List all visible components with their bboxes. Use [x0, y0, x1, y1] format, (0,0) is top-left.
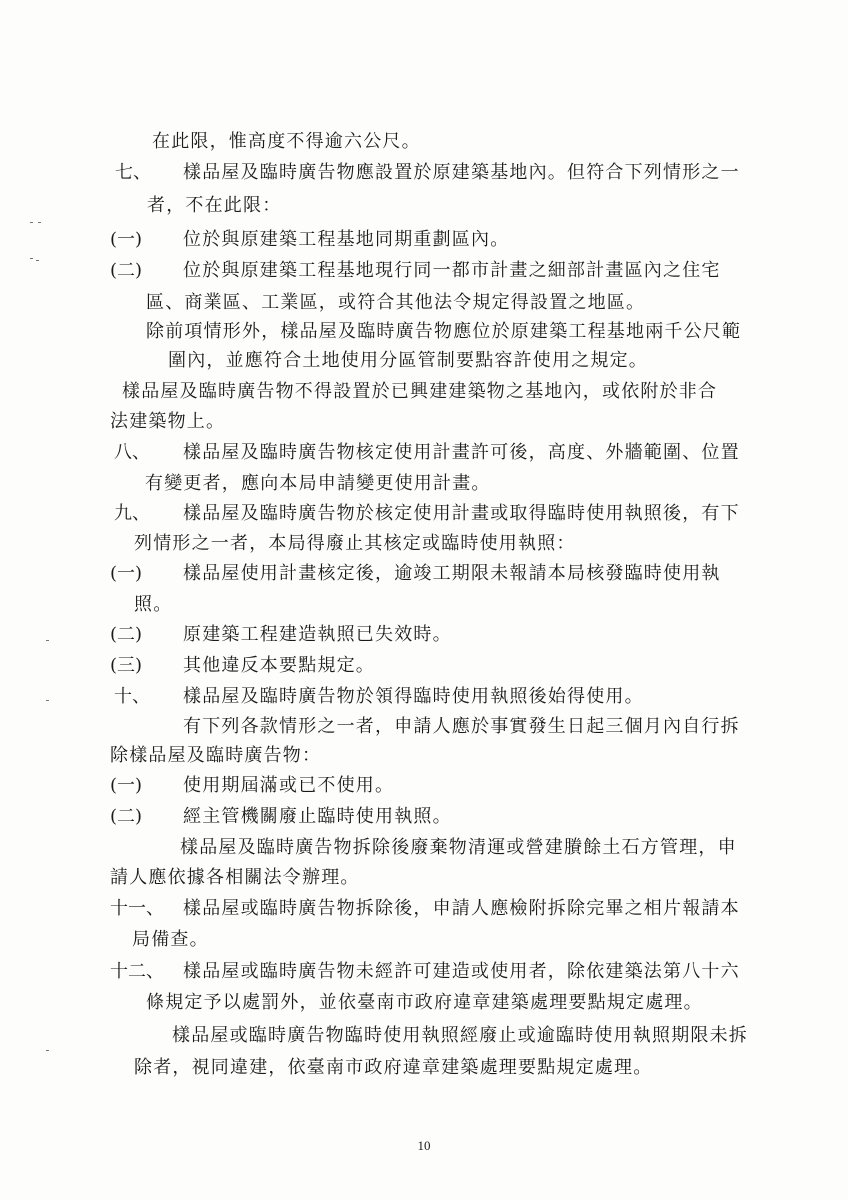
text-line: 樣品屋及臨時廣告物應設置於原建築基地內。但符合下列情形之一: [183, 162, 740, 183]
text-line: 除前項情形外，樣品屋及臨時廣告物應位於原建築工程基地兩千公尺範: [146, 321, 742, 342]
scan-speck: [38, 222, 41, 223]
text-line: 照。: [134, 594, 173, 615]
scan-speck: [30, 258, 33, 259]
article-number: 十二、: [110, 961, 164, 982]
page-number: 10: [417, 1138, 431, 1153]
item-number: (二): [110, 806, 143, 827]
item-number: (一): [110, 563, 143, 584]
article-number: 八、: [114, 442, 150, 463]
item-number: (二): [110, 624, 143, 645]
text-line: 原建築工程建造執照已失效時。: [183, 624, 452, 645]
item-number: (一): [110, 229, 143, 250]
text-line: 圍內，並應符合土地使用分區管制要點容許使用之規定。: [168, 350, 648, 371]
text-line: 條規定予以處罰外，並依臺南市政府違章建築處理要點規定處理。: [146, 992, 703, 1013]
text-line: 樣品屋及臨時廣告物核定使用計畫許可後，高度、外牆範圍、位置: [183, 442, 740, 463]
text-line: 其他違反本要點規定。: [183, 655, 375, 676]
text-line: 除樣品屋及臨時廣告物：: [110, 745, 322, 766]
text-line: 在此限，惟高度不得逾六公尺。: [152, 131, 421, 152]
scan-speck: [46, 1050, 49, 1051]
text-line: 有變更者，應向本局申請變更使用計畫。: [145, 473, 491, 494]
item-number: (三): [110, 655, 143, 676]
text-line: 樣品屋或臨時廣告物拆除後，申請人應檢附拆除完畢之相片報請本: [183, 898, 740, 919]
item-number: (二): [110, 260, 143, 281]
text-line: 局備查。: [132, 929, 209, 950]
article-number: 七、: [115, 162, 151, 183]
text-line: 使用期屆滿或已不使用。: [183, 775, 395, 796]
text-line: 經主管機關廢止臨時使用執照。: [183, 806, 452, 827]
text-line: 樣品屋及臨時廣告物於核定使用計畫或取得臨時使用執照後，有下: [183, 503, 740, 524]
text-line: 樣品屋使用計畫核定後，逾竣工期限未報請本局核發臨時使用執: [183, 563, 721, 584]
article-number: 九、: [114, 503, 150, 524]
text-line: 者，不在此限：: [147, 195, 282, 216]
text-line: 樣品屋或臨時廣告物臨時使用執照經廢止或逾臨時使用執照期限未拆: [172, 1025, 748, 1046]
text-line: 除者，視同違建，依臺南市政府違章建築處理要點規定處理。: [134, 1057, 653, 1078]
scan-speck: [30, 222, 33, 223]
text-line: 樣品屋及臨時廣告物拆除後廢棄物清運或營建賸餘土石方管理，申: [180, 837, 737, 858]
text-line: 法建築物上。: [110, 411, 226, 432]
text-line: 樣品屋及臨時廣告物不得設置於已興建建築物之基地內，或依附於非合: [122, 381, 718, 402]
scan-speck: [46, 700, 49, 701]
article-number: 十、: [114, 686, 150, 707]
scan-speck: [36, 260, 39, 261]
text-line: 有下列各款情形之一者，申請人應於事實發生日起三個月內自行拆: [183, 716, 740, 737]
text-line: 位於與原建築工程基地現行同一都市計畫之細部計畫區內之住宅: [183, 260, 721, 281]
item-number: (一): [110, 775, 143, 796]
text-line: 請人應依據各相關法令辦理。: [110, 867, 360, 888]
scan-speck: [46, 640, 49, 641]
article-number: 十一、: [110, 898, 164, 919]
text-line: 樣品屋或臨時廣告物未經許可建造或使用者，除依建築法第八十六: [183, 961, 740, 982]
text-line: 列情形之一者，本局得廢止其核定或臨時使用執照：: [134, 533, 576, 554]
text-line: 樣品屋及臨時廣告物於領得臨時使用執照後始得使用。: [183, 686, 644, 707]
text-line: 區、商業區、工業區，或符合其他法令規定得設置之地區。: [146, 292, 646, 313]
text-line: 位於與原建築工程基地同期重劃區內。: [183, 229, 510, 250]
